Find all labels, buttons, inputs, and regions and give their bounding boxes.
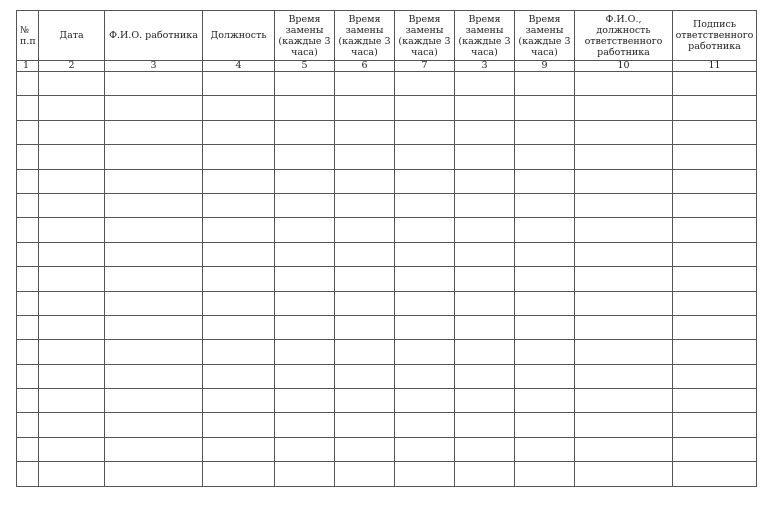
table-cell bbox=[455, 315, 515, 339]
table-cell bbox=[17, 389, 39, 413]
header-cell-row-number: № п.п bbox=[17, 11, 39, 61]
table-cell bbox=[275, 218, 335, 242]
table-cell bbox=[203, 169, 275, 193]
table-cell bbox=[275, 145, 335, 169]
table-cell bbox=[39, 462, 105, 486]
table-cell bbox=[673, 389, 757, 413]
table-cell bbox=[105, 364, 203, 388]
table-cell bbox=[275, 389, 335, 413]
table-cell bbox=[203, 315, 275, 339]
table-cell bbox=[575, 291, 673, 315]
table-cell bbox=[455, 364, 515, 388]
table-cell bbox=[395, 96, 455, 120]
table-cell bbox=[673, 120, 757, 144]
table-cell bbox=[575, 437, 673, 461]
table-cell bbox=[203, 340, 275, 364]
table-cell bbox=[395, 291, 455, 315]
table-cell bbox=[105, 242, 203, 266]
table-cell bbox=[455, 193, 515, 217]
table-cell bbox=[335, 72, 395, 96]
table-cell bbox=[275, 242, 335, 266]
table-body bbox=[17, 72, 757, 487]
column-number-cell: 4 bbox=[203, 61, 275, 72]
table-cell bbox=[455, 267, 515, 291]
table-cell bbox=[203, 413, 275, 437]
table-row bbox=[17, 120, 757, 144]
table-cell bbox=[455, 462, 515, 486]
header-cell-replacement-time-2: Время замены (каждые 3 часа) bbox=[335, 11, 395, 61]
table-cell bbox=[203, 145, 275, 169]
table-cell bbox=[17, 462, 39, 486]
table-cell bbox=[515, 242, 575, 266]
table-cell bbox=[17, 242, 39, 266]
table-cell bbox=[335, 315, 395, 339]
table-cell bbox=[203, 96, 275, 120]
table-cell bbox=[335, 145, 395, 169]
table-cell bbox=[275, 291, 335, 315]
table-row bbox=[17, 389, 757, 413]
table-cell bbox=[335, 364, 395, 388]
table-cell bbox=[515, 389, 575, 413]
table-row bbox=[17, 315, 757, 339]
table-cell bbox=[17, 193, 39, 217]
table-cell bbox=[39, 267, 105, 291]
table-cell bbox=[17, 218, 39, 242]
table-cell bbox=[105, 340, 203, 364]
table-cell bbox=[39, 145, 105, 169]
table-cell bbox=[39, 437, 105, 461]
table-cell bbox=[17, 267, 39, 291]
table-cell bbox=[395, 462, 455, 486]
table-cell bbox=[515, 340, 575, 364]
table-row bbox=[17, 242, 757, 266]
table-cell bbox=[673, 315, 757, 339]
table-cell bbox=[105, 145, 203, 169]
table-cell bbox=[515, 193, 575, 217]
table-cell bbox=[515, 96, 575, 120]
table-cell bbox=[673, 96, 757, 120]
column-number-cell: 9 bbox=[515, 61, 575, 72]
table-cell bbox=[575, 340, 673, 364]
header-cell-replacement-time-5: Время замены (каждые 3 часа) bbox=[515, 11, 575, 61]
table-cell bbox=[335, 389, 395, 413]
table-cell bbox=[673, 193, 757, 217]
table-cell bbox=[39, 193, 105, 217]
table-row bbox=[17, 72, 757, 96]
table-cell bbox=[105, 72, 203, 96]
table-cell bbox=[515, 145, 575, 169]
column-number-row bbox=[17, 61, 757, 72]
table-cell bbox=[395, 413, 455, 437]
table-cell bbox=[395, 340, 455, 364]
header-cell-replacement-time-1: Время замены (каждые 3 часа) bbox=[275, 11, 335, 61]
table-cell bbox=[39, 72, 105, 96]
table-cell bbox=[335, 120, 395, 144]
table-cell bbox=[203, 364, 275, 388]
table-cell bbox=[335, 242, 395, 266]
table-cell bbox=[203, 389, 275, 413]
table-cell bbox=[203, 437, 275, 461]
table-cell bbox=[335, 267, 395, 291]
table-cell bbox=[275, 72, 335, 96]
table-cell bbox=[17, 364, 39, 388]
table-cell bbox=[275, 340, 335, 364]
table-cell bbox=[575, 389, 673, 413]
table-cell bbox=[105, 315, 203, 339]
table-row bbox=[17, 364, 757, 388]
table-cell bbox=[395, 72, 455, 96]
table-cell bbox=[105, 267, 203, 291]
table-cell bbox=[17, 169, 39, 193]
replacement-log-table bbox=[16, 10, 757, 487]
table-cell bbox=[335, 462, 395, 486]
table-cell bbox=[395, 389, 455, 413]
table-cell bbox=[17, 120, 39, 144]
header-cell-replacement-time-3: Время замены (каждые 3 часа) bbox=[395, 11, 455, 61]
table-cell bbox=[335, 291, 395, 315]
header-cell-replacement-time-4: Время замены (каждые 3 часа) bbox=[455, 11, 515, 61]
table-cell bbox=[105, 169, 203, 193]
table-cell bbox=[673, 340, 757, 364]
header-cell-date: Дата bbox=[39, 11, 105, 61]
table-cell bbox=[515, 72, 575, 96]
table-cell bbox=[575, 267, 673, 291]
table-cell bbox=[203, 242, 275, 266]
table-cell bbox=[575, 242, 673, 266]
table-cell bbox=[105, 413, 203, 437]
table-cell bbox=[515, 169, 575, 193]
column-number-cell: 5 bbox=[275, 61, 335, 72]
table-cell bbox=[39, 96, 105, 120]
table-cell bbox=[455, 413, 515, 437]
table-cell bbox=[17, 145, 39, 169]
table-cell bbox=[515, 364, 575, 388]
table-cell bbox=[395, 437, 455, 461]
table-row bbox=[17, 413, 757, 437]
table-cell bbox=[673, 72, 757, 96]
table-cell bbox=[203, 218, 275, 242]
table-cell bbox=[105, 193, 203, 217]
table-cell bbox=[455, 145, 515, 169]
header-cell-position: Должность bbox=[203, 11, 275, 61]
table-cell bbox=[203, 462, 275, 486]
table-cell bbox=[105, 120, 203, 144]
table-cell bbox=[275, 169, 335, 193]
table-cell bbox=[335, 218, 395, 242]
table-cell bbox=[575, 120, 673, 144]
table-cell bbox=[673, 242, 757, 266]
table-cell bbox=[575, 96, 673, 120]
table-cell bbox=[673, 267, 757, 291]
table-cell bbox=[515, 315, 575, 339]
table-cell bbox=[455, 437, 515, 461]
column-number-cell: 3 bbox=[455, 61, 515, 72]
table-cell bbox=[575, 145, 673, 169]
table-row bbox=[17, 462, 757, 486]
table-cell bbox=[17, 96, 39, 120]
table-cell bbox=[17, 437, 39, 461]
table-cell bbox=[105, 96, 203, 120]
table-cell bbox=[17, 340, 39, 364]
table-cell bbox=[39, 242, 105, 266]
column-number-cell: 7 bbox=[395, 61, 455, 72]
table-cell bbox=[203, 267, 275, 291]
table-cell bbox=[275, 413, 335, 437]
table-cell bbox=[455, 72, 515, 96]
table-cell bbox=[673, 437, 757, 461]
table-cell bbox=[575, 72, 673, 96]
table-cell bbox=[455, 96, 515, 120]
table-cell bbox=[575, 218, 673, 242]
table-cell bbox=[335, 96, 395, 120]
table-cell bbox=[455, 218, 515, 242]
table-cell bbox=[395, 169, 455, 193]
table-cell bbox=[105, 291, 203, 315]
table-cell bbox=[275, 437, 335, 461]
table-cell bbox=[575, 364, 673, 388]
column-number-cell: 3 bbox=[105, 61, 203, 72]
table-row bbox=[17, 267, 757, 291]
table-cell bbox=[455, 340, 515, 364]
table-row bbox=[17, 218, 757, 242]
table-cell bbox=[575, 462, 673, 486]
table-header-row bbox=[17, 11, 757, 61]
table-cell bbox=[39, 218, 105, 242]
column-number-cell: 10 bbox=[575, 61, 673, 72]
table-cell bbox=[335, 413, 395, 437]
table-cell bbox=[673, 145, 757, 169]
table-row bbox=[17, 145, 757, 169]
table-cell bbox=[455, 169, 515, 193]
table-row bbox=[17, 291, 757, 315]
header-cell-responsible-name-position: Ф.И.О., должность ответственного работника bbox=[575, 11, 673, 61]
table-cell bbox=[39, 364, 105, 388]
table-cell bbox=[203, 193, 275, 217]
table-cell bbox=[575, 193, 673, 217]
table-cell bbox=[673, 169, 757, 193]
table-cell bbox=[673, 291, 757, 315]
table-cell bbox=[17, 291, 39, 315]
table-cell bbox=[275, 364, 335, 388]
table-cell bbox=[515, 218, 575, 242]
column-number-cell: 2 bbox=[39, 61, 105, 72]
table-cell bbox=[395, 364, 455, 388]
table-cell bbox=[275, 315, 335, 339]
table-cell bbox=[395, 218, 455, 242]
table-cell bbox=[275, 193, 335, 217]
table-cell bbox=[515, 437, 575, 461]
table-cell bbox=[39, 315, 105, 339]
column-number-cell: 1 bbox=[17, 61, 39, 72]
table-cell bbox=[17, 72, 39, 96]
table-cell bbox=[515, 462, 575, 486]
table-cell bbox=[203, 120, 275, 144]
table-cell bbox=[105, 462, 203, 486]
table-cell bbox=[39, 389, 105, 413]
table-cell bbox=[515, 413, 575, 437]
table-cell bbox=[275, 120, 335, 144]
table-cell bbox=[673, 462, 757, 486]
table-row bbox=[17, 340, 757, 364]
table-cell bbox=[335, 169, 395, 193]
table-cell bbox=[673, 364, 757, 388]
table-cell bbox=[105, 437, 203, 461]
table-cell bbox=[39, 291, 105, 315]
column-number-cell: 11 bbox=[673, 61, 757, 72]
table-cell bbox=[395, 242, 455, 266]
table-cell bbox=[673, 413, 757, 437]
table-cell bbox=[275, 267, 335, 291]
table-cell bbox=[673, 218, 757, 242]
table-cell bbox=[395, 145, 455, 169]
table-cell bbox=[275, 462, 335, 486]
column-number-cell: 6 bbox=[335, 61, 395, 72]
table-cell bbox=[203, 72, 275, 96]
table-cell bbox=[17, 315, 39, 339]
table-cell bbox=[39, 120, 105, 144]
table-cell bbox=[395, 120, 455, 144]
table-cell bbox=[335, 193, 395, 217]
table-row bbox=[17, 96, 757, 120]
table-cell bbox=[203, 291, 275, 315]
table-cell bbox=[515, 291, 575, 315]
table-cell bbox=[455, 291, 515, 315]
table-cell bbox=[575, 169, 673, 193]
header-cell-employee-name: Ф.И.О. работника bbox=[105, 11, 203, 61]
table-cell bbox=[455, 120, 515, 144]
table-cell bbox=[39, 169, 105, 193]
table-cell bbox=[275, 96, 335, 120]
table-cell bbox=[455, 389, 515, 413]
table-cell bbox=[395, 315, 455, 339]
table-cell bbox=[105, 218, 203, 242]
table-cell bbox=[17, 413, 39, 437]
table-cell bbox=[575, 413, 673, 437]
table-cell bbox=[335, 340, 395, 364]
table-cell bbox=[395, 193, 455, 217]
table-cell bbox=[39, 340, 105, 364]
table-row bbox=[17, 437, 757, 461]
table-cell bbox=[455, 242, 515, 266]
table-cell bbox=[39, 413, 105, 437]
table-cell bbox=[395, 267, 455, 291]
header-cell-responsible-signature: Подпись ответственного работника bbox=[673, 11, 757, 61]
table-cell bbox=[515, 267, 575, 291]
table-cell bbox=[105, 389, 203, 413]
table-row bbox=[17, 193, 757, 217]
table-cell bbox=[575, 315, 673, 339]
table-row bbox=[17, 169, 757, 193]
table-cell bbox=[515, 120, 575, 144]
table-cell bbox=[335, 437, 395, 461]
